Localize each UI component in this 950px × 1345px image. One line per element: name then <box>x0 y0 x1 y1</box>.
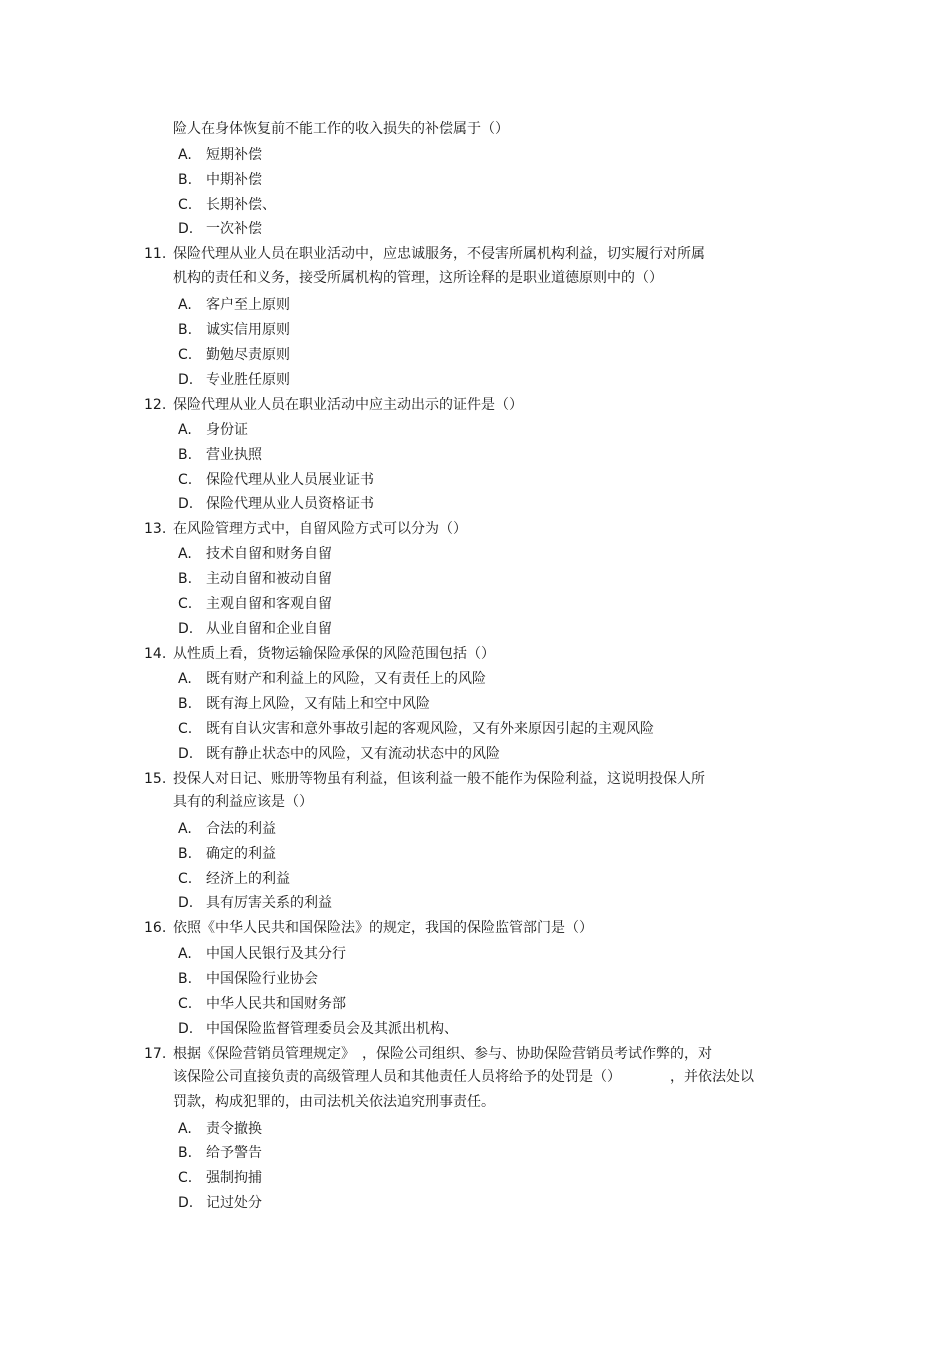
option-letter: A. <box>178 546 192 562</box>
option-letter: C. <box>178 721 193 737</box>
question-stem-line: 依照《中华人民共和国保险法》的规定，我国的保险监管部门是（） <box>173 920 593 936</box>
option-text: 具有厉害关系的利益 <box>206 895 332 911</box>
option-text: 记过处分 <box>206 1195 262 1211</box>
question-stem-line: 根据《保险营销员管理规定》 ，保险公司组织、参与、协助保险营销员考试作弊的，对 <box>173 1046 712 1062</box>
option-text: 身份证 <box>206 422 248 438</box>
option-letter: A. <box>178 946 192 962</box>
option-letter: A. <box>178 671 192 687</box>
option-letter: A. <box>178 422 192 438</box>
option-letter: D. <box>178 221 194 237</box>
option-letter: D. <box>178 372 194 388</box>
option-text: 经济上的利益 <box>206 871 290 887</box>
question-stem-line: 从性质上看，货物运输保险承保的风险范围包括（） <box>173 646 495 662</box>
option-text: 责令撤换 <box>206 1121 262 1137</box>
option-letter: A. <box>178 821 192 837</box>
option-letter: D. <box>178 496 194 512</box>
question-stem-line: 在风险管理方式中，自留风险方式可以分为（） <box>173 521 467 537</box>
option-text: 中华人民共和国财务部 <box>206 996 346 1012</box>
question-number: 17. <box>144 1046 167 1062</box>
question-stem-line: 该保险公司直接负责的高级管理人员和其他责任人员将给予的处罚是（） ，并依法处以 <box>173 1069 754 1085</box>
option-text: 主观自留和客观自留 <box>206 596 332 612</box>
option-text: 既有自认灾害和意外事故引起的客观风险，又有外来原因引起的主观风险 <box>206 721 654 737</box>
option-letter: B. <box>178 846 193 862</box>
option-letter: C. <box>178 347 193 363</box>
option-text: 给予警告 <box>206 1145 262 1161</box>
option-text: 营业执照 <box>206 447 262 463</box>
option-letter: D. <box>178 1195 194 1211</box>
question-number: 16. <box>144 920 167 936</box>
option-letter: B. <box>178 696 193 712</box>
option-text: 既有财产和利益上的风险，又有责任上的风险 <box>206 671 486 687</box>
option-letter: B. <box>178 1145 193 1161</box>
option-text: 强制拘捕 <box>206 1170 262 1186</box>
option-text: 短期补偿 <box>206 147 262 163</box>
question-stem-line: 险人在身体恢复前不能工作的收入损失的补偿属于（） <box>173 121 509 137</box>
option-text: 中期补偿 <box>206 172 262 188</box>
question-stem-line: 罚款，构成犯罪的，由司法机关依法追究刑事责任。 <box>173 1094 495 1110</box>
option-text: 技术自留和财务自留 <box>206 546 332 562</box>
question-number: 15. <box>144 771 167 787</box>
option-text: 中国保险监督管理委员会及其派出机构、 <box>206 1021 458 1037</box>
option-letter: D. <box>178 895 194 911</box>
option-text: 一次补偿 <box>206 221 262 237</box>
option-text: 专业胜任原则 <box>206 372 290 388</box>
option-letter: A. <box>178 297 192 313</box>
option-letter: D. <box>178 746 194 762</box>
option-text: 保险代理从业人员展业证书 <box>206 472 374 488</box>
option-text: 既有静止状态中的风险，又有流动状态中的风险 <box>206 746 500 762</box>
option-letter: A. <box>178 147 192 163</box>
question-stem-line: 保险代理从业人员在职业活动中，应忠诚服务，不侵害所属机构利益，切实履行对所属 <box>173 246 705 262</box>
option-letter: B. <box>178 447 193 463</box>
option-letter: C. <box>178 996 193 1012</box>
option-letter: C. <box>178 1170 193 1186</box>
option-letter: A. <box>178 1121 192 1137</box>
question-number: 14. <box>144 646 167 662</box>
option-letter: D. <box>178 621 194 637</box>
option-letter: C. <box>178 472 193 488</box>
option-letter: B. <box>178 971 193 987</box>
option-letter: B. <box>178 571 193 587</box>
option-letter: C. <box>178 596 193 612</box>
option-letter: B. <box>178 172 193 188</box>
option-text: 既有海上风险，又有陆上和空中风险 <box>206 696 430 712</box>
option-text: 中国保险行业协会 <box>206 971 318 987</box>
question-number: 11. <box>144 246 167 262</box>
option-letter: B. <box>178 322 193 338</box>
option-text: 诚实信用原则 <box>206 322 290 338</box>
option-letter: C. <box>178 197 193 213</box>
question-stem-line: 具有的利益应该是（） <box>173 794 313 810</box>
option-text: 确定的利益 <box>206 846 276 862</box>
question-stem-line: 保险代理从业人员在职业活动中应主动出示的证件是（） <box>173 397 523 413</box>
option-text: 中国人民银行及其分行 <box>206 946 346 962</box>
option-text: 主动自留和被动自留 <box>206 571 332 587</box>
question-number: 13. <box>144 521 167 537</box>
question-number: 12. <box>144 397 167 413</box>
question-stem-line: 机构的责任和义务，接受所属机构的管理，这所诠释的是职业道德原则中的（） <box>173 270 663 286</box>
option-text: 从业自留和企业自留 <box>206 621 332 637</box>
option-text: 长期补偿、 <box>206 197 276 213</box>
question-stem-line: 投保人对日记、账册等物虽有利益，但该利益一般不能作为保险利益，这说明投保人所 <box>173 771 705 787</box>
option-letter: D. <box>178 1021 194 1037</box>
option-text: 合法的利益 <box>206 821 276 837</box>
option-text: 勤勉尽责原则 <box>206 347 290 363</box>
option-text: 客户至上原则 <box>206 297 290 313</box>
option-text: 保险代理从业人员资格证书 <box>206 496 374 512</box>
option-letter: C. <box>178 871 193 887</box>
